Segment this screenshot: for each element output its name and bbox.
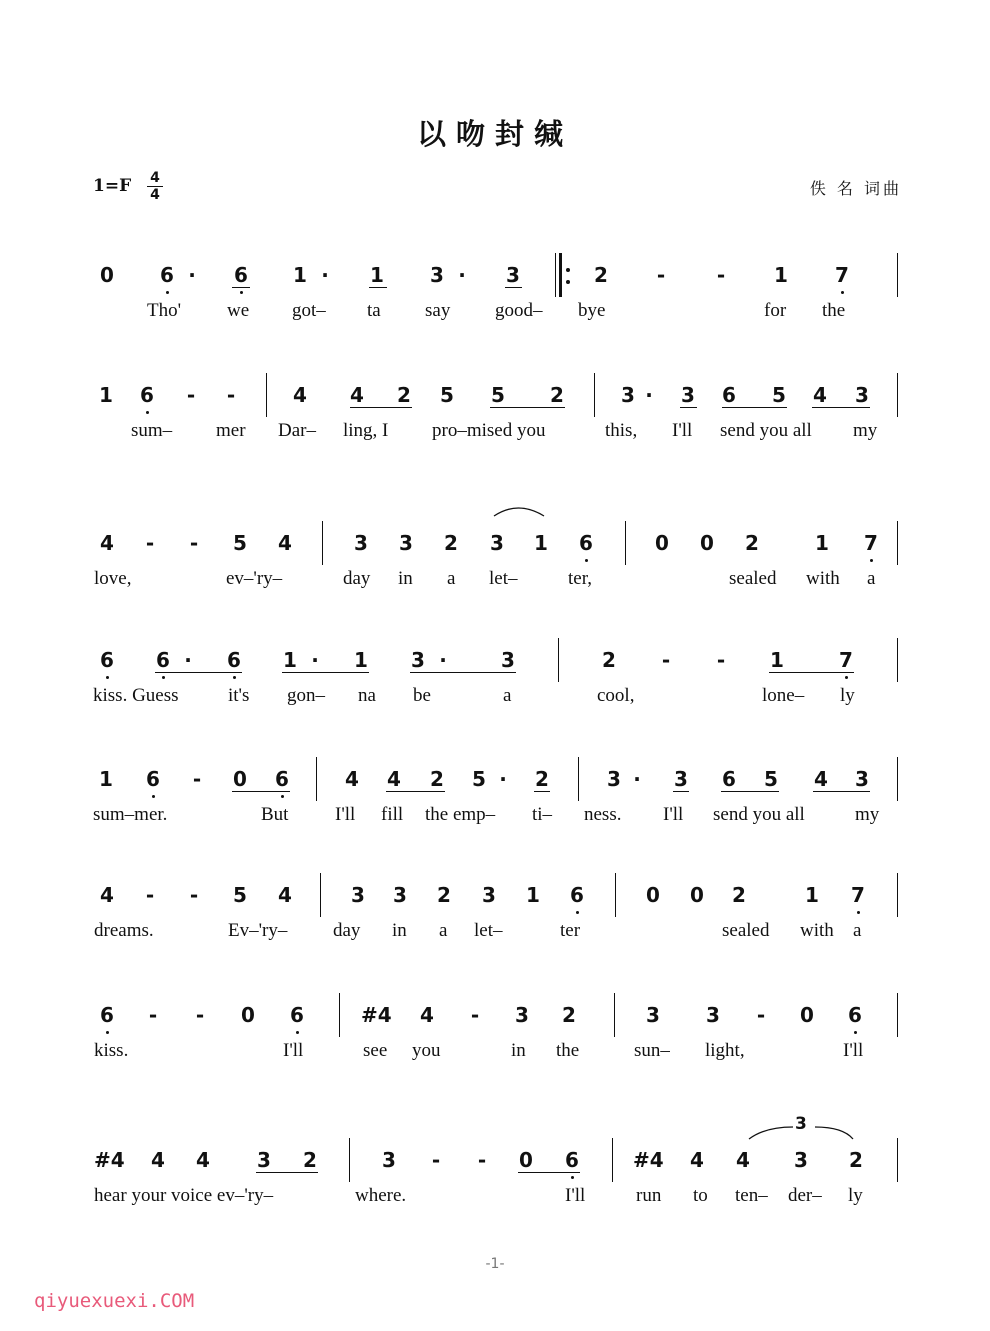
- augmentation-dot: ·: [439, 648, 447, 672]
- note: 3: [411, 648, 425, 672]
- page-number: -1-: [485, 1256, 505, 1272]
- barline: [316, 757, 317, 801]
- lyric-syllable: a: [439, 920, 448, 941]
- slur-mark: [490, 500, 550, 520]
- note: 3: [399, 531, 413, 555]
- lyric-syllable: sealed: [722, 920, 770, 941]
- note: 1: [99, 383, 113, 407]
- note: 2: [303, 1148, 317, 1172]
- note: 6: [722, 383, 736, 407]
- octave-dot-below: [296, 1031, 299, 1034]
- note: 0: [519, 1148, 533, 1172]
- octave-dot-below: [576, 911, 579, 914]
- note: 2: [562, 1003, 576, 1027]
- barline: [558, 638, 559, 682]
- barline: [897, 521, 898, 565]
- note: 2: [594, 263, 608, 287]
- note: 6: [848, 1003, 862, 1027]
- lyric-syllable: kiss.: [94, 1040, 129, 1061]
- note: 5: [772, 383, 786, 407]
- beam-underline: [369, 287, 387, 288]
- note: 5: [764, 767, 778, 791]
- lyric-syllable: a: [853, 920, 862, 941]
- octave-dot-below: [152, 795, 155, 798]
- credit-text: 佚 名 词曲: [809, 179, 902, 198]
- lyric-syllable: sum–mer.: [93, 804, 168, 825]
- note: 3: [490, 531, 504, 555]
- lyric-syllable: a: [867, 568, 876, 589]
- extension-dash: -: [195, 1003, 205, 1027]
- note: 3: [393, 883, 407, 907]
- octave-dot-below: [106, 1031, 109, 1034]
- beam-underline: [680, 407, 697, 408]
- beam-underline: [813, 791, 870, 792]
- time-bottom: 4: [150, 187, 160, 203]
- extension-dash: -: [226, 383, 236, 407]
- lyric-syllable: a: [447, 568, 456, 589]
- time-top: 4: [150, 170, 160, 186]
- note: 2: [849, 1148, 863, 1172]
- note: 4: [278, 531, 292, 555]
- barline: [897, 1138, 898, 1182]
- lyric-syllable: I'll: [565, 1185, 586, 1206]
- note: 3: [855, 383, 869, 407]
- extension-dash: -: [192, 767, 202, 791]
- augmentation-dot: ·: [184, 648, 192, 672]
- lyric-syllable: der–: [788, 1185, 822, 1206]
- note: 6: [227, 648, 241, 672]
- lyric-syllable: sum–: [131, 420, 173, 441]
- barline: [897, 757, 898, 801]
- note: 6: [146, 767, 160, 791]
- note: 4: [813, 383, 827, 407]
- note: 3: [382, 1148, 396, 1172]
- extension-dash: -: [148, 1003, 158, 1027]
- beam-underline: [282, 672, 369, 673]
- triplet-label: 3: [795, 1114, 807, 1134]
- beam-underline: [722, 407, 787, 408]
- lyric-syllable: ter: [560, 920, 581, 941]
- lyric-syllable: my: [855, 804, 880, 825]
- note: 0: [646, 883, 660, 907]
- lyric-syllable: But: [261, 804, 289, 825]
- lyric-syllable: I'll: [843, 1040, 864, 1061]
- note: 6: [100, 1003, 114, 1027]
- lyric-syllable: na: [358, 685, 376, 706]
- barline: [594, 373, 595, 417]
- beam-underline: [534, 791, 550, 792]
- extension-dash: -: [716, 263, 726, 287]
- lyric-syllable: love,: [94, 568, 132, 589]
- augmentation-dot: ·: [633, 767, 641, 791]
- lyric-syllable: ness.: [584, 804, 622, 825]
- note: 4: [151, 1148, 165, 1172]
- barline: [339, 993, 340, 1037]
- note: 4: [100, 883, 114, 907]
- note: 1: [805, 883, 819, 907]
- note: 2: [550, 383, 564, 407]
- extension-dash: -: [145, 531, 155, 555]
- lyric-syllable: light,: [705, 1040, 745, 1061]
- note: 0: [700, 531, 714, 555]
- note: 0: [800, 1003, 814, 1027]
- note: 5: [440, 383, 454, 407]
- lyric-syllable: a: [503, 685, 512, 706]
- lyric-syllable: say: [425, 300, 451, 321]
- note: 0: [690, 883, 704, 907]
- barline: [320, 873, 321, 917]
- note: 0: [241, 1003, 255, 1027]
- note: 4: [350, 383, 364, 407]
- lyric-syllable: we: [227, 300, 250, 321]
- note: 2: [397, 383, 411, 407]
- note: 4: [420, 1003, 434, 1027]
- lyric-syllable: this,: [605, 420, 638, 441]
- octave-dot-below: [585, 559, 588, 562]
- note: 1: [354, 648, 368, 672]
- note: 7: [851, 883, 865, 907]
- beam-underline: [232, 287, 250, 288]
- barline: [897, 873, 898, 917]
- barline: [322, 521, 323, 565]
- note: 6: [156, 648, 170, 672]
- lyric-syllable: ly: [848, 1185, 863, 1206]
- barline: [615, 873, 616, 917]
- note: 2: [535, 767, 549, 791]
- lyric-syllable: the: [556, 1040, 580, 1061]
- note: 3: [681, 383, 695, 407]
- lyric-syllable: fill: [381, 804, 404, 825]
- note: 1: [526, 883, 540, 907]
- lyric-syllable: ta: [367, 300, 381, 321]
- note: 2: [437, 883, 451, 907]
- lyric-syllable: with: [800, 920, 834, 941]
- lyric-syllable: let–: [489, 568, 518, 589]
- note: 4: [293, 383, 307, 407]
- lyric-syllable: I'll: [283, 1040, 304, 1061]
- note: 7: [835, 263, 849, 287]
- lyric-syllable: in: [392, 920, 407, 941]
- lyric-syllable: Dar–: [278, 420, 316, 441]
- octave-dot-below: [166, 291, 169, 294]
- note: 6: [290, 1003, 304, 1027]
- note: 0: [233, 767, 247, 791]
- note: 2: [444, 531, 458, 555]
- song-title: 以吻封缄: [416, 117, 573, 151]
- beam-underline: [155, 672, 242, 673]
- extension-dash: -: [189, 883, 199, 907]
- note: #4: [361, 1003, 392, 1027]
- note: 3: [646, 1003, 660, 1027]
- note: 1: [774, 263, 788, 287]
- barline: [578, 757, 579, 801]
- beam-underline: [490, 407, 565, 408]
- lyric-syllable: to: [693, 1185, 708, 1206]
- barline: [614, 993, 615, 1037]
- note: 3: [501, 648, 515, 672]
- lyric-syllable: you: [412, 1040, 441, 1061]
- note: 1: [534, 531, 548, 555]
- note: 3: [506, 263, 520, 287]
- lyric-syllable: in: [511, 1040, 526, 1061]
- repeat-dot: [566, 268, 570, 272]
- lyric-syllable: let–: [474, 920, 503, 941]
- note: 3: [354, 531, 368, 555]
- octave-dot-below: [841, 291, 844, 294]
- lyric-syllable: see: [363, 1040, 388, 1061]
- barline: [349, 1138, 350, 1182]
- lyric-syllable: Ev–'ry–: [228, 920, 288, 941]
- key-signature: 1=F: [93, 176, 132, 196]
- note: 5: [491, 383, 505, 407]
- note: 4: [387, 767, 401, 791]
- octave-dot-below: [870, 559, 873, 562]
- augmentation-dot: ·: [311, 648, 319, 672]
- note: 4: [736, 1148, 750, 1172]
- note: 1: [283, 648, 297, 672]
- octave-dot-below: [845, 676, 848, 679]
- extension-dash: -: [186, 383, 196, 407]
- lyric-syllable: pro–mised you: [432, 420, 546, 441]
- note: 4: [690, 1148, 704, 1172]
- note: 5: [233, 883, 247, 907]
- note: 4: [278, 883, 292, 907]
- extension-dash: -: [756, 1003, 766, 1027]
- octave-dot-below: [233, 676, 236, 679]
- note: 3: [674, 767, 688, 791]
- lyric-syllable: send you all: [720, 420, 812, 441]
- beam-underline: [232, 791, 290, 792]
- repeat-dot: [566, 280, 570, 284]
- lyric-syllable: Tho': [147, 300, 182, 321]
- note: 1: [815, 531, 829, 555]
- lyric-syllable: mer: [216, 420, 246, 441]
- lyric-syllable: bye: [578, 300, 606, 321]
- note: 3: [257, 1148, 271, 1172]
- barline: [266, 373, 267, 417]
- beam-underline: [350, 407, 412, 408]
- extension-dash: -: [431, 1148, 441, 1172]
- lyric-syllable: cool,: [597, 685, 635, 706]
- lyric-syllable: be: [413, 685, 431, 706]
- beam-underline: [812, 407, 870, 408]
- lyric-syllable: I'll: [663, 804, 684, 825]
- lyric-syllable: day: [333, 920, 361, 941]
- lyric-syllable: good–: [495, 300, 543, 321]
- augmentation-dot: ·: [499, 767, 507, 791]
- barline: [897, 253, 898, 297]
- lyric-syllable: my: [853, 420, 878, 441]
- augmentation-dot: ·: [188, 263, 196, 287]
- lyric-syllable: in: [398, 568, 413, 589]
- note: 3: [482, 883, 496, 907]
- extension-dash: -: [477, 1148, 487, 1172]
- note: 1: [293, 263, 307, 287]
- note: 1: [99, 767, 113, 791]
- barline: [625, 521, 626, 565]
- note: 5: [233, 531, 247, 555]
- lyric-syllable: ten–: [735, 1185, 768, 1206]
- note: 4: [196, 1148, 210, 1172]
- note: 3: [706, 1003, 720, 1027]
- lyric-syllable: sealed: [729, 568, 777, 589]
- octave-dot-below: [240, 291, 243, 294]
- barline: [897, 373, 898, 417]
- extension-dash: -: [470, 1003, 480, 1027]
- beam-underline: [256, 1172, 318, 1173]
- lyric-syllable: gon–: [287, 685, 325, 706]
- beam-underline: [769, 672, 854, 673]
- note: 6: [160, 263, 174, 287]
- lyric-syllable: sun–: [634, 1040, 670, 1061]
- lyric-syllable: it's: [228, 685, 250, 706]
- note: 3: [794, 1148, 808, 1172]
- octave-dot-below: [854, 1031, 857, 1034]
- lyric-syllable: I'll: [335, 804, 356, 825]
- octave-dot-below: [106, 676, 109, 679]
- note: 1: [770, 648, 784, 672]
- lyric-syllable: ti–: [532, 804, 553, 825]
- note: 6: [579, 531, 593, 555]
- note: 4: [345, 767, 359, 791]
- beam-underline: [386, 791, 445, 792]
- augmentation-dot: ·: [458, 263, 466, 287]
- note: 4: [814, 767, 828, 791]
- lyric-syllable: I'll: [672, 420, 693, 441]
- note: 3: [855, 767, 869, 791]
- extension-dash: -: [661, 648, 671, 672]
- lyric-syllable: for: [764, 300, 787, 321]
- beam-underline: [410, 672, 516, 673]
- note: 6: [565, 1148, 579, 1172]
- beam-underline: [721, 791, 779, 792]
- octave-dot-below: [162, 676, 165, 679]
- lyric-syllable: hear your voice ev–'ry–: [94, 1185, 274, 1206]
- lyric-syllable: lone–: [762, 685, 805, 706]
- note: 3: [430, 263, 444, 287]
- note: 0: [100, 263, 114, 287]
- note: 3: [621, 383, 635, 407]
- beam-underline: [518, 1172, 580, 1173]
- lyric-syllable: dreams.: [94, 920, 154, 941]
- note: 1: [370, 263, 384, 287]
- extension-dash: -: [716, 648, 726, 672]
- lyric-syllable: ter,: [568, 568, 593, 589]
- watermark: qiyuexuexi.COM: [34, 1290, 195, 1312]
- lyric-syllable: the: [822, 300, 846, 321]
- note: 7: [864, 531, 878, 555]
- lyric-syllable: kiss. Guess: [93, 685, 179, 706]
- note: 2: [430, 767, 444, 791]
- barline: [897, 993, 898, 1037]
- lyric-syllable: send you all: [713, 804, 805, 825]
- note: 5: [472, 767, 486, 791]
- augmentation-dot: ·: [645, 383, 653, 407]
- note: #4: [94, 1148, 125, 1172]
- note: 3: [351, 883, 365, 907]
- note: 4: [100, 531, 114, 555]
- note: #4: [633, 1148, 664, 1172]
- note: 6: [100, 648, 114, 672]
- note: 2: [602, 648, 616, 672]
- augmentation-dot: ·: [321, 263, 329, 287]
- barline: [897, 638, 898, 682]
- note: 2: [745, 531, 759, 555]
- lyric-syllable: the emp–: [425, 804, 496, 825]
- lyric-syllable: where.: [355, 1185, 407, 1206]
- lyric-syllable: ev–'ry–: [226, 568, 283, 589]
- note: 0: [655, 531, 669, 555]
- barline: [612, 1138, 613, 1182]
- octave-dot-below: [281, 795, 284, 798]
- note: 6: [234, 263, 248, 287]
- extension-dash: -: [145, 883, 155, 907]
- beam-underline: [505, 287, 522, 288]
- note: 2: [732, 883, 746, 907]
- lyric-syllable: run: [636, 1185, 662, 1206]
- note: 6: [570, 883, 584, 907]
- note: 6: [140, 383, 154, 407]
- lyric-syllable: got–: [292, 300, 326, 321]
- octave-dot-below: [857, 911, 860, 914]
- repeat-thick-line: [559, 253, 562, 297]
- beam-underline: [673, 791, 689, 792]
- repeat-barline: [555, 253, 556, 297]
- extension-dash: -: [189, 531, 199, 555]
- time-signature: [146, 170, 164, 203]
- lyric-syllable: ly: [840, 685, 855, 706]
- lyric-syllable: with: [806, 568, 840, 589]
- note: 6: [722, 767, 736, 791]
- note: 3: [515, 1003, 529, 1027]
- note: 7: [839, 648, 853, 672]
- note: 3: [607, 767, 621, 791]
- octave-dot-below: [571, 1176, 574, 1179]
- octave-dot-below: [146, 411, 149, 414]
- lyric-syllable: day: [343, 568, 371, 589]
- extension-dash: -: [656, 263, 666, 287]
- lyric-syllable: ling, I: [343, 420, 389, 441]
- note: 6: [275, 767, 289, 791]
